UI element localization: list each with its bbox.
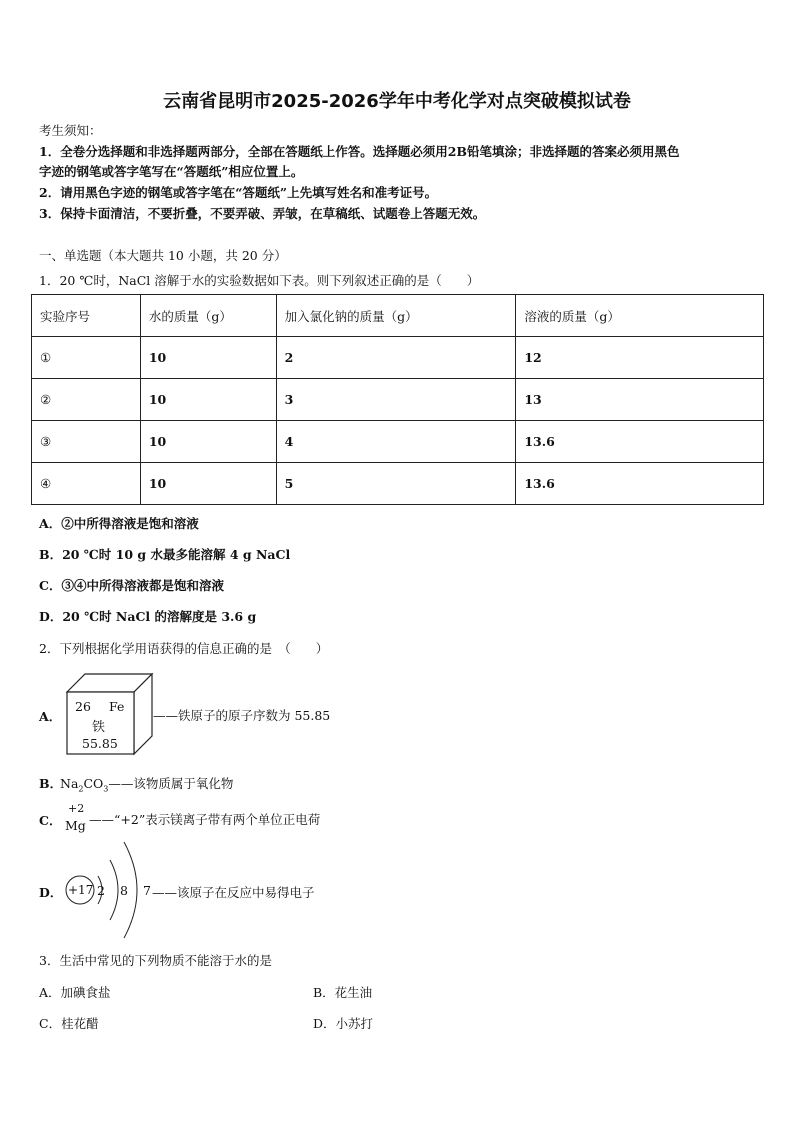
q2-option-c-text: ——“+2”表示镁离子带有两个单位正电荷 — [89, 812, 321, 827]
table-cell: 4 — [276, 421, 516, 463]
question-2-stem: 2．下列根据化学用语获得的信息正确的是 （ ） — [39, 641, 329, 656]
notice-line-2: 字迹的钢笔或答字笔写在“答题纸”相应位置上。 — [39, 164, 304, 179]
q3-option-b: B．花生油 — [313, 985, 373, 1000]
element-symbol: Fe — [109, 699, 125, 714]
sodium-carbonate-formula — [60, 774, 233, 794]
element-atomic-number: 26 — [75, 699, 91, 714]
formula-part: CO — [83, 776, 104, 791]
electron-shell-3: 7 — [143, 883, 151, 898]
table-cell: 13.6 — [516, 463, 764, 505]
table-row — [32, 421, 764, 463]
question-3-stem: 3．生活中常见的下列物质不能溶于水的是 — [39, 953, 272, 968]
nucleus-charge: +17 — [68, 883, 94, 897]
q2-option-d-label: D． — [39, 885, 63, 900]
table-cell: ② — [32, 379, 141, 421]
table-cell: 13 — [516, 379, 764, 421]
element-atomic-mass: 55.85 — [82, 736, 118, 751]
q1-option-b: B．20 ℃时 10 g 水最多能溶解 4 g NaCl — [39, 547, 291, 562]
notice-line-4: 3．保持卡面清洁，不要折叠，不要弄破、弄皱，在草稿纸、试题卷上答题无效。 — [39, 206, 486, 221]
q2-option-b-label: B． — [39, 776, 63, 791]
table-cell: ① — [32, 337, 141, 379]
q2-option-b-text: ——该物质属于氧化物 — [108, 776, 234, 791]
q2-option-d-text: ——该原子在反应中易得电子 — [152, 885, 315, 900]
table-cell: 3 — [276, 379, 516, 421]
formula-subscript: 2 — [78, 784, 84, 794]
table-header-cell: 实验序号 — [32, 295, 141, 337]
q1-option-d: D．20 ℃时 NaCl 的溶解度是 3.6 g — [39, 609, 257, 624]
table-header-cell: 溶液的质量（g） — [516, 295, 764, 337]
table-cell: 12 — [516, 337, 764, 379]
table-cell: ④ — [32, 463, 141, 505]
table-cell: 10 — [140, 337, 276, 379]
q3-option-a: A．加碘食盐 — [39, 985, 111, 1000]
table-cell: 5 — [276, 463, 516, 505]
table-row — [32, 337, 764, 379]
table-cell: 10 — [140, 379, 276, 421]
table-cell: 10 — [140, 463, 276, 505]
q1-option-c: C．③④中所得溶液都是饱和溶液 — [39, 578, 224, 593]
magnesium-symbol: Mg — [65, 818, 86, 833]
table-cell: 2 — [276, 337, 516, 379]
table-row — [32, 463, 764, 505]
electron-shell-2: 8 — [120, 883, 128, 898]
q2-option-a-label: A． — [39, 709, 62, 724]
page-title: 云南省昆明市2025-2026学年中考化学对点突破模拟试卷 — [163, 91, 631, 112]
q3-option-c: C．桂花醋 — [39, 1016, 99, 1031]
q2-option-c-label: C． — [39, 813, 62, 828]
section-heading: 一、单选题（本大题共 10 小题，共 20 分） — [39, 248, 287, 263]
q3-option-d: D．小苏打 — [313, 1016, 374, 1031]
q2-option-a-text: ——铁原子的原子序数为 55.85 — [153, 708, 331, 723]
table-cell: 13.6 — [516, 421, 764, 463]
element-name: 铁 — [92, 720, 106, 735]
table-header-cell: 加入氯化钠的质量（g） — [276, 295, 516, 337]
table-cell: ③ — [32, 421, 141, 463]
table-row — [32, 379, 764, 421]
notice-line-3: 2．请用黑色字迹的钢笔或答字笔在“答题纸”上先填写姓名和准考证号。 — [39, 185, 438, 200]
electron-shell-1: 2 — [97, 883, 105, 898]
valence-charge: +2 — [68, 802, 85, 815]
q1-option-a: A．②中所得溶液是饱和溶液 — [39, 516, 199, 531]
table-header-row — [32, 295, 764, 337]
table-header-cell: 水的质量（g） — [140, 295, 276, 337]
formula-subscript: 3 — [103, 784, 109, 794]
formula-part: Na — [60, 776, 79, 791]
solubility-table — [31, 294, 764, 505]
notice-heading: 考生须知： — [39, 123, 102, 138]
table-cell: 10 — [140, 421, 276, 463]
question-1-stem: 1．20 ℃时，NaCl 溶解于水的实验数据如下表。则下列叙述正确的是（ ） — [39, 273, 480, 288]
notice-line-1: 1．全卷分选择题和非选择题两部分，全部在答题纸上作答。选择题必须用2B铅笔填涂；非选择题的答案必须用黑色 — [39, 144, 680, 159]
